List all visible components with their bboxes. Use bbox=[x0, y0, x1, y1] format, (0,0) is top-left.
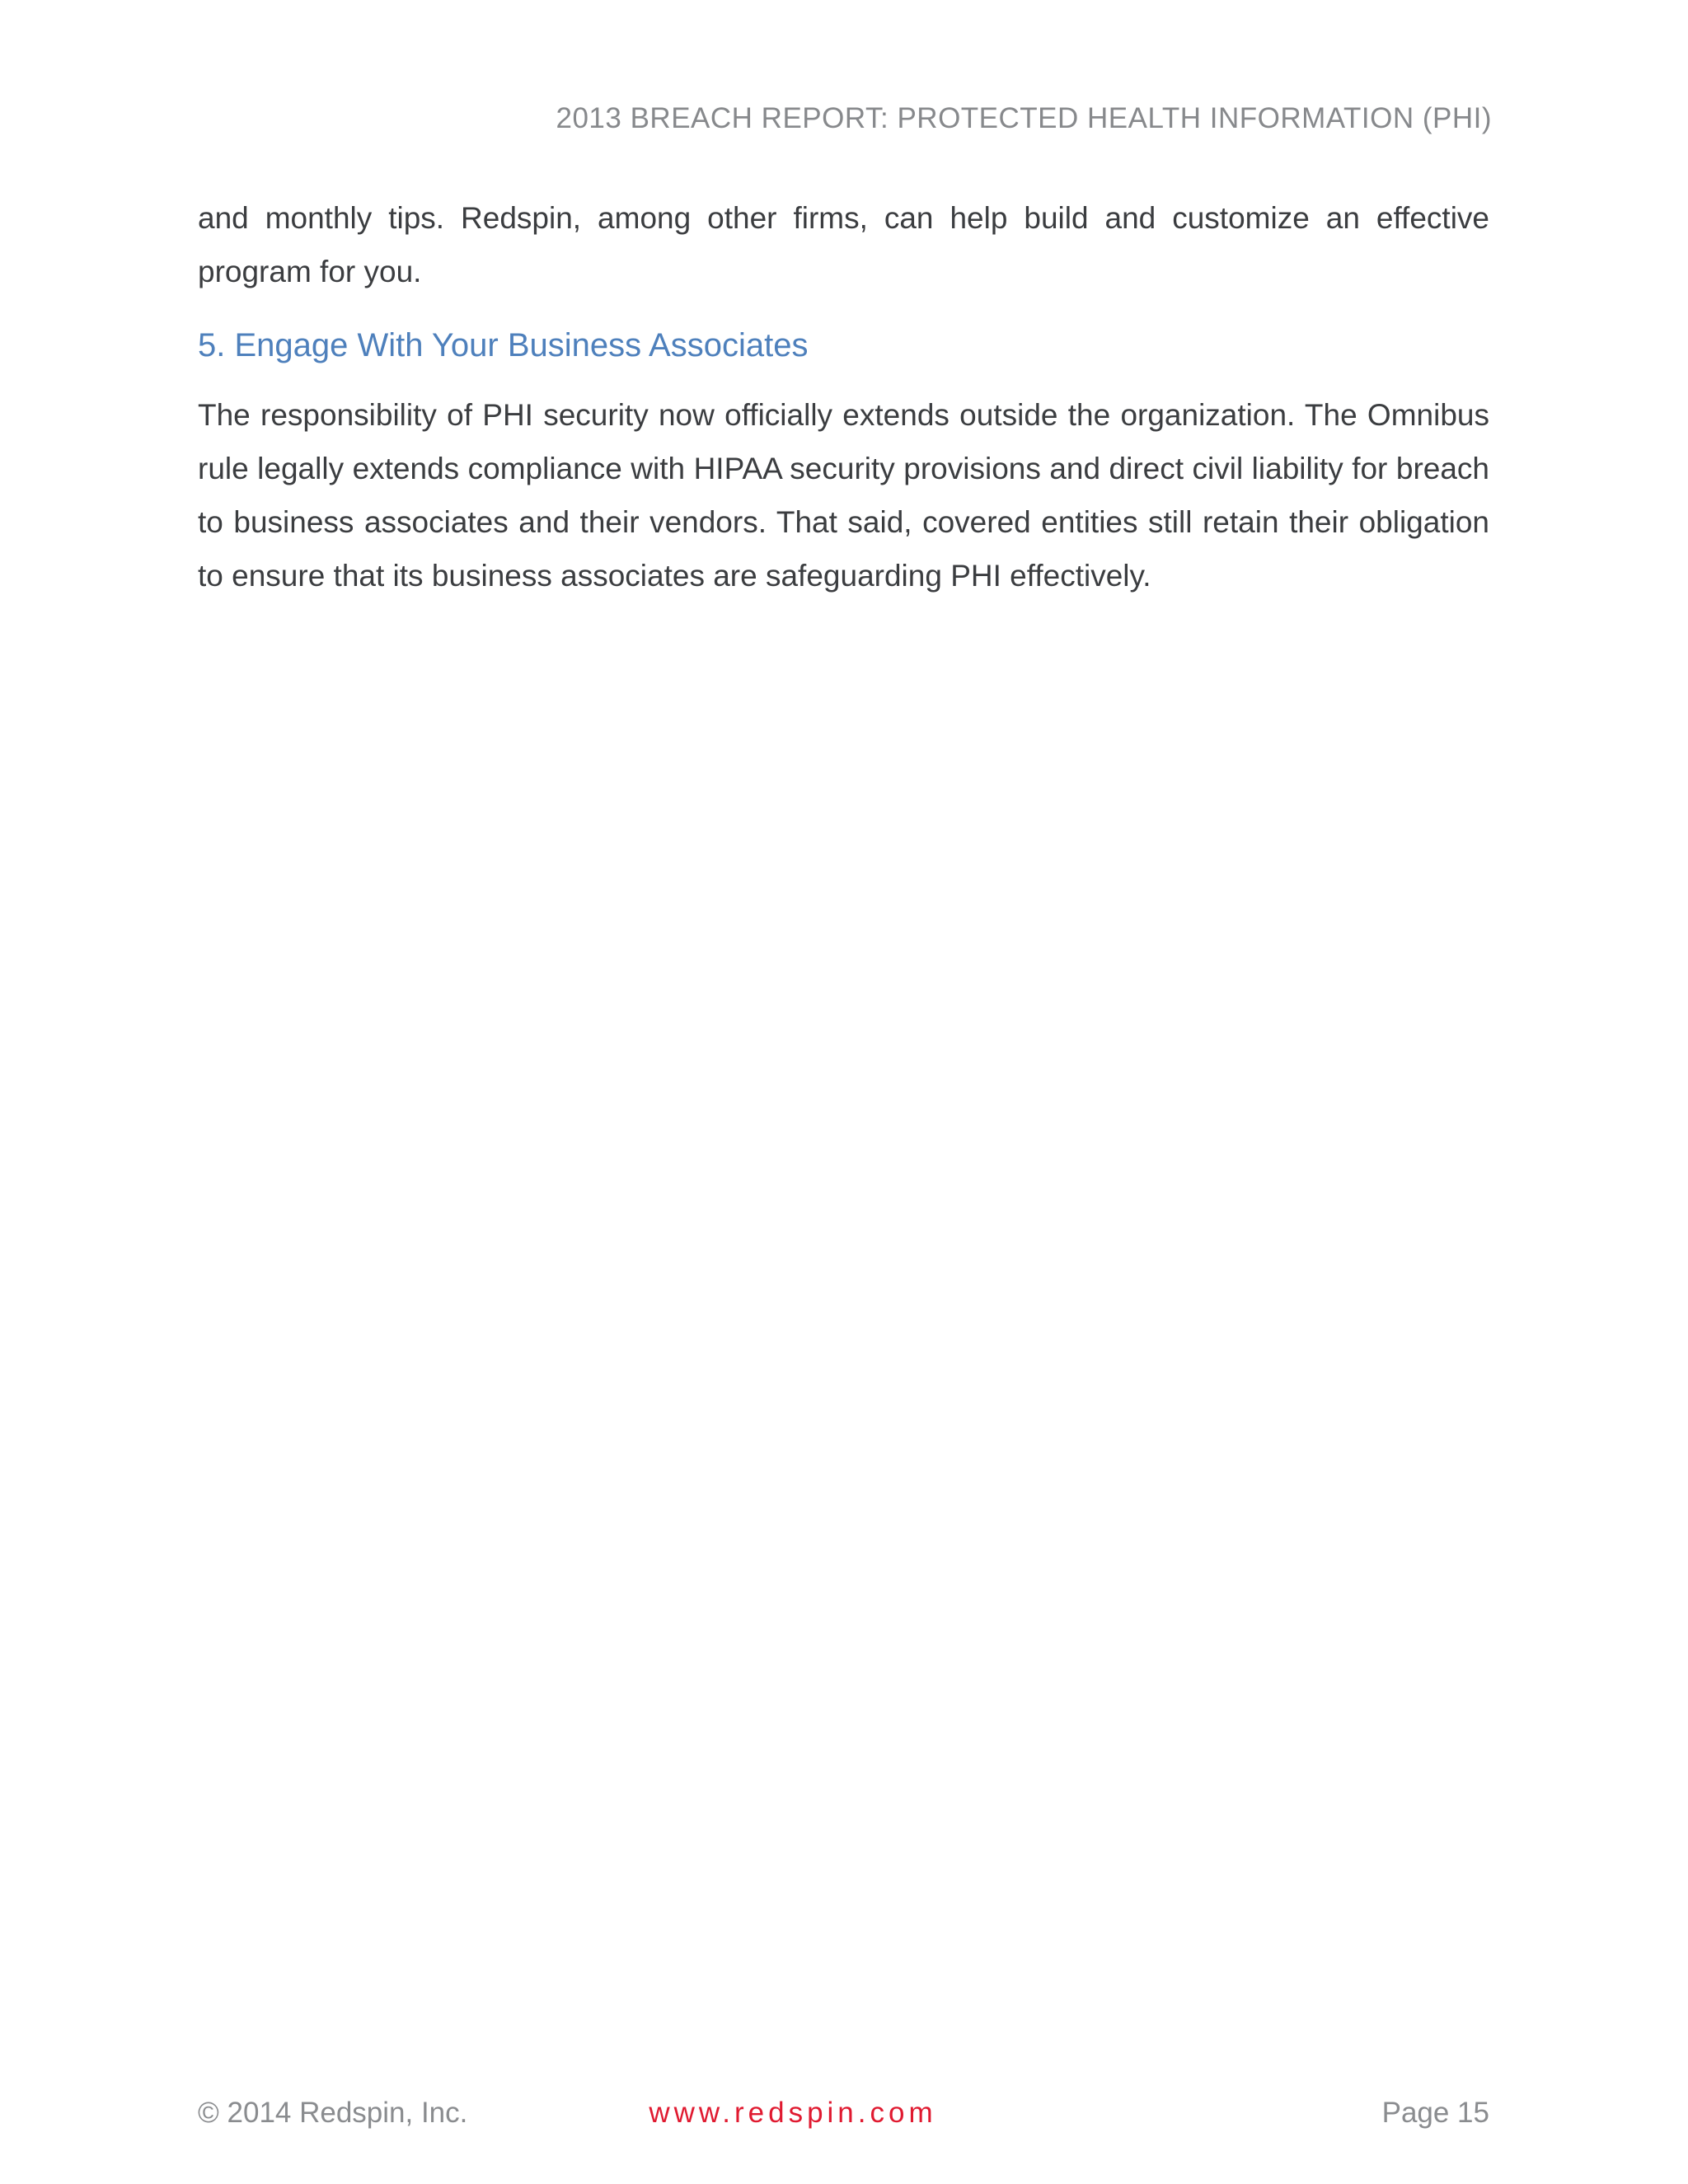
footer-page-number: Page 15 bbox=[1381, 2097, 1489, 2129]
paragraph-line: rule legally extends compliance with HIPAA security provisions and direct civil liability for breach bbox=[198, 452, 1489, 485]
section-heading: 5. Engage With Your Business Associates bbox=[198, 327, 809, 363]
paragraph-line: to ensure that its business associates are safeguarding PHI effectively. bbox=[198, 559, 1151, 593]
website-link[interactable]: www.redspin.com bbox=[649, 2097, 937, 2129]
paragraph-line: and monthly tips. Redspin, among other firms, can help build and customize an effective bbox=[198, 201, 1489, 235]
document-header-title: 2013 BREACH REPORT: PROTECTED HEALTH INFORMATION (PHI) bbox=[556, 102, 1492, 134]
paragraph-business-associates bbox=[198, 388, 1489, 602]
paragraph-line: to business associates and their vendors. That said, covered entities still retain their obligation bbox=[198, 505, 1489, 539]
paragraph-line: program for you. bbox=[198, 255, 422, 288]
paragraph-line: The responsibility of PHI security now officially extends outside the organization. The Omnibus bbox=[198, 398, 1489, 432]
footer-copyright: © 2014 Redspin, Inc. bbox=[198, 2097, 468, 2129]
paragraph-intro bbox=[198, 191, 1489, 298]
